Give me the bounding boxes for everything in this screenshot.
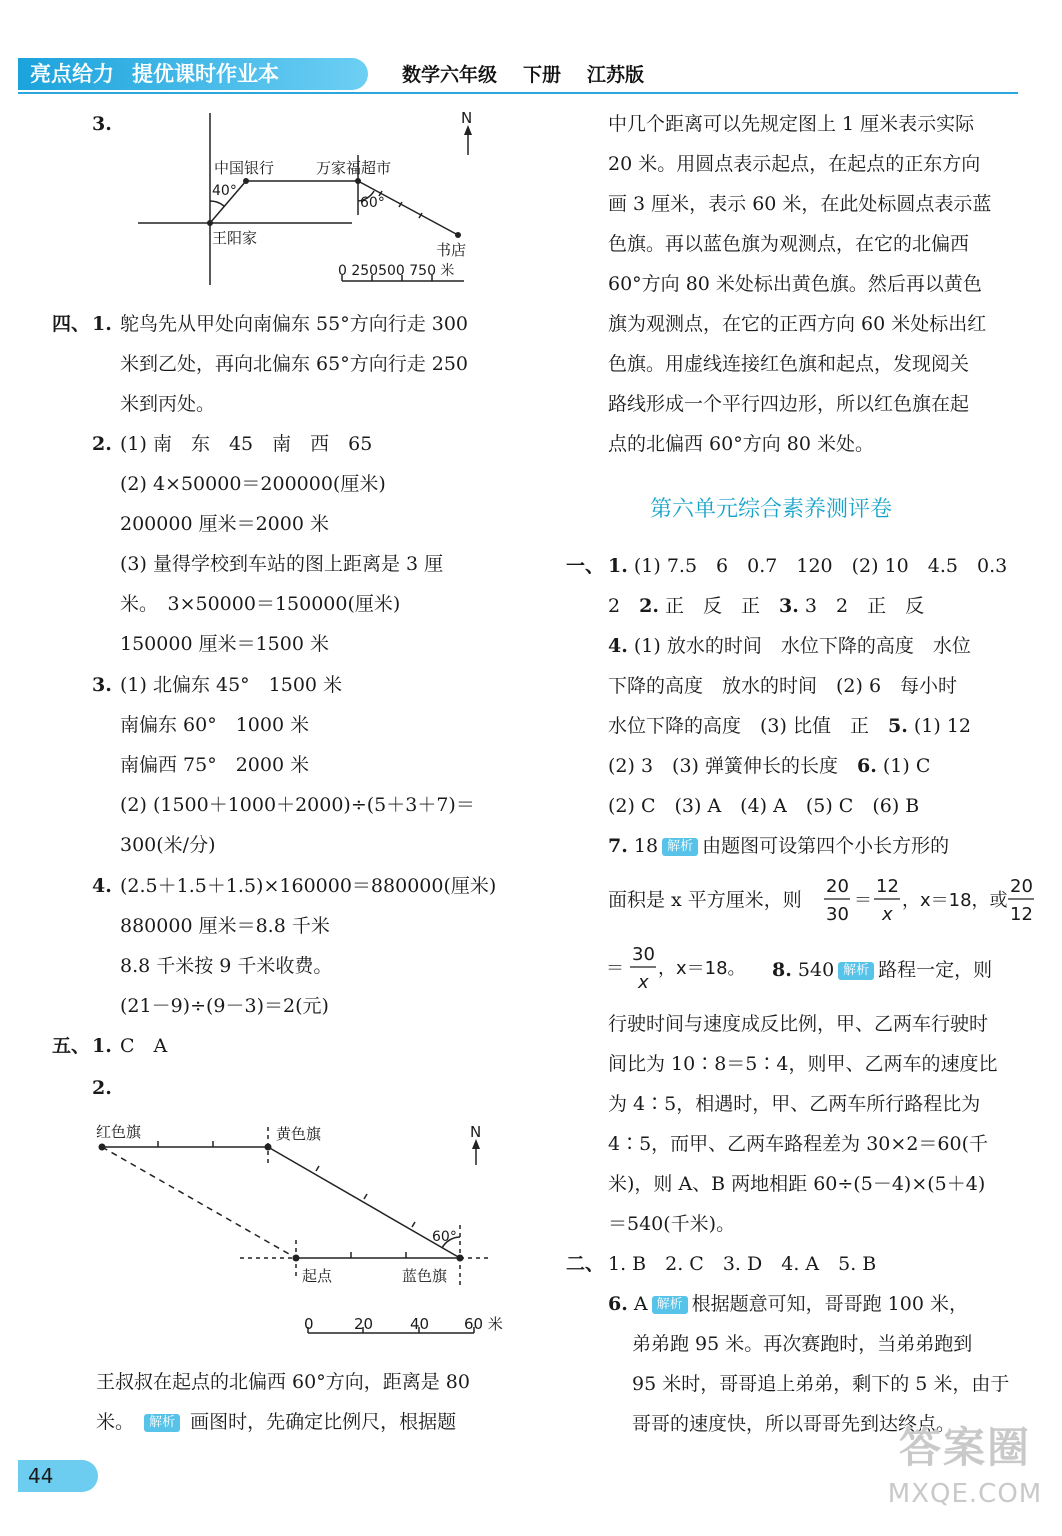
watermark-bottom: MXQE.COM [887,1479,1043,1509]
r-q6-number: 6. [857,755,877,777]
s4q2-line-3: 200000 厘米＝2000 米 [120,513,329,535]
fig2-label-angle: 60° [432,1229,457,1245]
r-line-4: 色旗。再以蓝色旗为观测点，在它的北偏西 [608,233,970,255]
s4q4-line-3: 8.8 千米按 9 千米收费。 [120,955,333,977]
s4q4-line-2: 880000 厘米＝8.8 千米 [120,915,330,937]
r-section-2-label: 二、 [566,1253,605,1275]
r-q2-text: 正 反 正 [664,595,779,617]
fig1-point-market [355,178,361,184]
fig2-label-north: N [470,1123,482,1141]
r-section-1-label: 一、 [566,555,605,577]
r-q8-line-6: 米)，则 A、B 两地相距 60÷(5－4)×(5＋4) [608,1173,986,1195]
volume: 下册 [523,64,562,86]
r-s2q6-text-1: 根据题意可知，哥哥跑 100 米， [691,1293,968,1315]
fig2-scale-60: 60 米 [464,1315,503,1333]
s4q3-number: 3. [92,674,112,696]
r-line-6: 旗为观测点，在它的正西方向 60 米处标出红 [608,313,987,335]
watermark [880,1420,1050,1526]
q3-number: 3. [92,113,112,135]
r-q8-text-1: 路程一定，则 [878,959,993,981]
section-5-label: 五、 [52,1035,91,1057]
r-q2-line [608,592,924,620]
book-name: 提优课时作业本 [132,62,279,86]
r-q8-line-7: ＝540(千米)。 [608,1213,736,1235]
r-q4-text-3: 水位下降的高度 (3) 比值 正 [608,715,888,737]
brand-name: 亮点给力 [30,62,114,86]
r-q6-line-2: (2) C (3) A (4) A (5) C (6) B [608,795,920,817]
fig1-label-north: N [461,109,473,127]
r-q5-text-2: (2) 3 (3) 弹簧伸长的长度 [608,755,857,777]
r-q8-line-2: 行驶时间与速度成反比例，甲、乙两车行驶时 [608,1013,989,1035]
r-q7-answer: 18 [633,835,659,857]
s5q2-answer-line-2 [96,1408,456,1436]
r-q5-text-1: (1) 12 [913,715,971,737]
fig2-label-red: 红色旗 [96,1123,142,1141]
r-q1-line [608,552,1007,580]
fig1-label-market: 万家福超市 [316,159,392,177]
fig2-dashed-red-start [102,1147,296,1258]
r-q8-line-3: 间比为 10∶8＝5∶4，则甲、乙两车的速度比 [608,1053,998,1075]
s4q2-line-2: (2) 4×50000＝200000(厘米) [120,473,386,495]
r-q1-text: (1) 7.5 6 0.7 120 (2) 10 4.5 0.3 [633,555,1008,577]
frac4-tail: ，x＝18。 [658,958,755,979]
frac2-den: x [882,904,893,925]
r-s2q6-line-2: 弟弟跑 95 米。再次赛跑时，当弟弟跑到 [632,1333,973,1355]
r-s2q6-line-4: 哥哥的速度快，所以哥哥先到达终点。 [632,1413,956,1435]
r-q1-tail: 2 [608,595,640,617]
frac-eq: ＝ [854,890,872,911]
r-q8-line-4: 为 4∶5，相遇时，甲、乙两车所行路程比为 [608,1093,981,1115]
s4q1-line-3: 米到丙处。 [120,393,216,415]
fig2-label-blue: 蓝色旗 [402,1267,448,1285]
r-line-7: 色旗。用虚线连接红色旗和起点，发现阅关 [608,353,970,375]
r-s2q6-number: 6. [608,1293,628,1315]
s4q2-line-1: (1) 南 东 45 南 西 65 [120,433,373,455]
analysis-tag: 解析 [144,1414,180,1432]
frac1-num: 20 [826,876,849,897]
r-q8-answer: 540 [797,959,835,981]
r-q7-fractions-2 [606,940,766,996]
subject-info [402,60,670,87]
r-q4-number: 4. [608,635,628,657]
r-q4-line-1 [608,632,971,660]
s4q2-line-5: 米。 3×50000＝150000(厘米) [120,593,401,615]
r-q8-number: 8. [772,959,792,981]
page-number: 44 [18,1460,98,1492]
fig2-scale-40: 40 [410,1315,430,1333]
s5q1-answer: C A [120,1035,168,1057]
r-q8-analysis-tag: 解析 [838,962,874,980]
r-q7-text-1: 由题图可设第四个小长方形的 [702,835,950,857]
r-s2q6-line-3: 95 米时，哥哥追上弟弟，剩下的 5 米，由于 [632,1373,1010,1395]
frac4-num: 30 [632,944,655,965]
frac2-num: 12 [876,876,899,897]
page-header [18,58,1018,94]
s4q4-number: 4. [92,875,112,897]
fig2-point-start [293,1255,300,1262]
frac3-den: 12 [1010,904,1033,925]
fig2-point-yellow [265,1144,272,1151]
r-q5-line-2 [608,752,930,780]
frac1-den: 30 [826,904,849,925]
r-q7-text-2: 面积是 x 平方厘米，则 [608,889,802,911]
fig2-scale-20: 20 [354,1315,374,1333]
s5q2-answer-unit: 米。 [96,1411,135,1433]
s5q2-number: 2. [92,1077,112,1099]
brand-banner [18,58,368,90]
frac4-den: x [638,972,649,993]
fig1-point-store [455,232,461,238]
frac3-num: 20 [1010,876,1033,897]
s5q2-answer-line-1: 王叔叔在起点的北偏西 60°方向，距离是 80 [96,1371,470,1393]
section-title: 第六单元综合素养测评卷 [650,497,893,522]
frac4-lead: ＝ [606,958,624,979]
r-q8-line-1 [772,956,992,984]
fig1-label-angle2: 60° [360,195,385,211]
fig2-tick [412,1222,415,1227]
r-line-3: 画 3 厘米，表示 60 米，在此处标圆点表示蓝 [608,193,992,215]
fig2-label-yellow: 黄色旗 [276,1125,322,1143]
r-line-2: 20 米。用圆点表示起点，在起点的正东方向 [608,153,981,175]
r-s2q6-line-1 [608,1290,968,1318]
fig1-label-angle1: 40° [212,183,237,199]
fig2-point-blue [457,1255,464,1262]
fig1-point-home [207,220,213,226]
r-q7-analysis-tag: 解析 [662,838,698,856]
header-rule [18,92,1018,94]
s4q3-line-1: (1) 北偏东 45° 1500 米 [120,674,343,696]
s4q1-number: 1. [92,313,112,335]
r-line-8: 路线形成一个平行四边形，所以红色旗在起 [608,393,970,415]
fig2-tick [364,1194,367,1199]
r-s2q6-answer: A [633,1293,648,1315]
fig2-tick [316,1166,319,1171]
r-q3-number: 3. [779,595,799,617]
s5q1-number: 1. [92,1035,112,1057]
fig1-point-bank [243,178,249,184]
s4q4-line-1: (2.5＋1.5＋1.5)×160000＝880000(厘米) [120,875,497,897]
s4q2-line-4: (3) 量得学校到车站的图上距离是 3 厘 [120,553,444,575]
frac-mid-text: ，x＝18，或 [902,890,1008,911]
r-q8-line-5: 4∶5，而甲、乙两车路程差为 30×2＝60(千 [608,1133,988,1155]
r-q1-number: 1. [608,555,628,577]
edition: 江苏版 [587,64,645,86]
s4q3-line-3: 南偏西 75° 2000 米 [120,754,310,776]
fig1-angle-arc-1 [210,201,224,206]
fig1-label-scale: 0 250500 750 米 [338,263,455,279]
fig1-label-bank: 中国银行 [214,159,275,177]
r-q4-line-3 [608,712,971,740]
watermark-top: 答案圈 [898,1423,1031,1472]
s4q1-line-1: 鸵鸟先从甲处向南偏东 55°方向行走 300 [120,313,469,335]
r-line-1: 中几个距离可以先规定图上 1 厘米表示实际 [608,113,975,135]
r-q6-text-1: (1) C [882,755,931,777]
r-q4-line-2: 下降的高度 放水的时间 (2) 6 每小时 [608,675,958,697]
s5q2-analysis-text: 画图时，先确定比例尺，根据题 [190,1411,457,1433]
s4q3-line-5: 300(米/分) [120,834,216,856]
r-q5-number: 5. [887,715,908,737]
s4q3-line-2: 南偏东 60° 1000 米 [120,714,310,736]
s4q4-line-4: (21－9)÷(9－3)＝2(元) [120,995,329,1017]
s4q1-line-2: 米到乙处，再向北偏东 65°方向行走 250 [120,353,469,375]
fig2-scale-0: 0 [304,1315,314,1333]
r-q7-line-1 [608,832,949,860]
r-line-5: 60°方向 80 米处标出黄色旗。然后再以黄色 [608,273,982,295]
r-s2-line-1: 1. B 2. C 3. D 4. A 5. B [608,1253,877,1275]
subject-grade: 数学六年级 [402,64,498,86]
map-figure-1 [130,105,490,295]
fig1-label-store: 书店 [436,241,467,259]
fig1-label-home: 王阳家 [212,229,258,247]
r-q7-fractions-1 [824,872,1040,928]
s4q3-line-4: (2) (1500＋1000＋2000)÷(5＋3＋7)＝ [120,794,475,816]
r-line-9: 点的北偏西 60°方向 80 米处。 [608,433,874,455]
fig2-point-red [99,1144,106,1151]
fig2-label-start: 起点 [302,1267,333,1285]
r-q4-text-1: (1) 放水的时间 水位下降的高度 水位 [633,635,971,657]
s4q2-line-6: 150000 厘米＝1500 米 [120,633,329,655]
r-s2q6-analysis-tag: 解析 [652,1296,688,1314]
section-4-label: 四、 [52,313,91,335]
r-q2-number: 2. [639,595,659,617]
map-figure-2 [90,1115,520,1355]
r-q7-number: 7. [608,835,628,857]
r-q3-text: 3 2 正 反 [804,595,925,617]
s4q2-number: 2. [92,433,112,455]
